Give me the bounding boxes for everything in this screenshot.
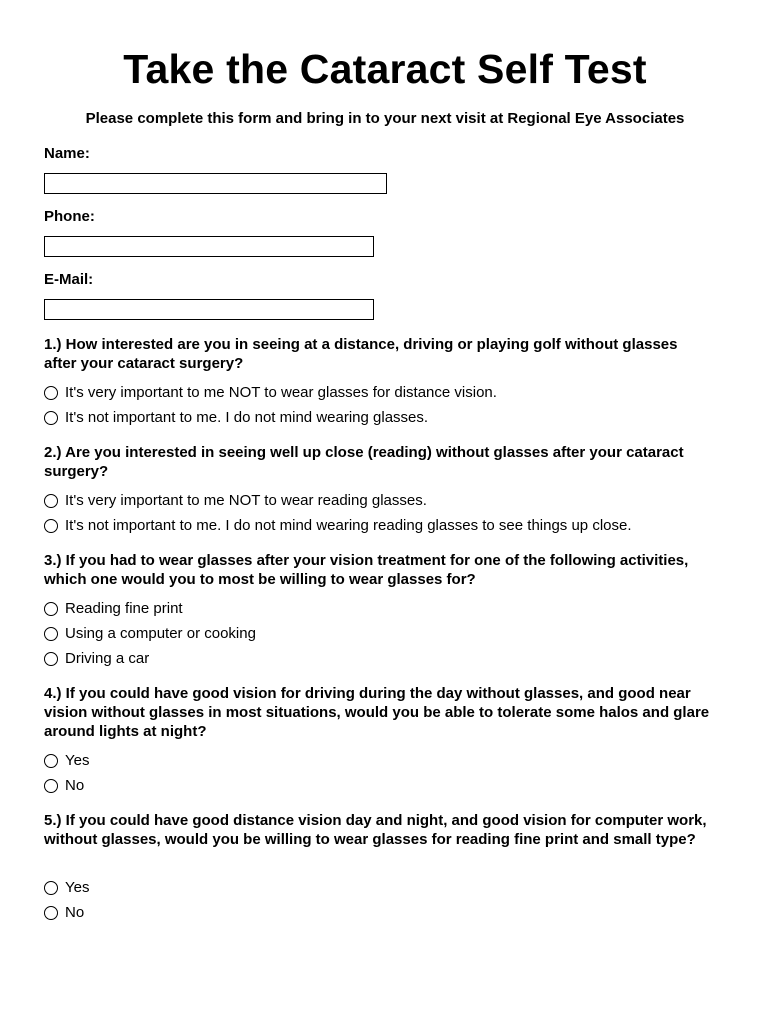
radio-button[interactable]: [44, 411, 58, 425]
q4-option-no[interactable]: [44, 776, 84, 795]
q1-option-1[interactable]: [44, 383, 497, 402]
option-label: It's not important to me. I do not mind wearing glasses.: [65, 409, 429, 426]
radio-button[interactable]: [44, 754, 58, 768]
q3-option-2[interactable]: [44, 624, 256, 643]
option-label: Using a computer or cooking: [65, 625, 256, 642]
q3-option-3[interactable]: [44, 649, 149, 668]
option-label: It's not important to me. I do not mind wearing reading glasses to see things up close.: [65, 517, 632, 534]
q5-option-no[interactable]: [44, 903, 84, 922]
radio-button[interactable]: [44, 519, 58, 533]
radio-button[interactable]: [44, 627, 58, 641]
page-subtitle: Please complete this form and bring in to your next visit at Regional Eye Associates: [85, 110, 685, 127]
radio-button[interactable]: [44, 779, 58, 793]
q1-option-2[interactable]: [44, 408, 428, 427]
option-label: Reading fine print: [65, 600, 183, 617]
question-5: 5.) If you could have good distance vision day and night, and good vision for computer work, without glasses, would you be willing to wear glasses for reading fine print and small type?: [44, 812, 707, 848]
option-label: No: [65, 777, 85, 794]
question-2: 2.) Are you interested in seeing well up close (reading) without glasses after your cataract surgery?: [44, 444, 684, 480]
question-4: 4.) If you could have good vision for driving during the day without glasses, and good near vision without glasses in most situations, would you be able to tolerate some halos and glare around lights at night?: [44, 685, 710, 740]
radio-button[interactable]: [44, 881, 58, 895]
phone-input[interactable]: [44, 236, 374, 257]
question-1: 1.) How interested are you in seeing at a distance, driving or playing golf without glasses after your cataract surgery?: [44, 336, 678, 372]
page-title: Take the Cataract Self Test: [123, 46, 647, 92]
option-label: Yes: [65, 879, 90, 896]
q2-option-2[interactable]: [44, 516, 632, 535]
email-input[interactable]: [44, 299, 374, 320]
option-label: Driving a car: [65, 650, 150, 667]
option-label: Yes: [65, 752, 90, 769]
radio-button[interactable]: [44, 652, 58, 666]
option-label: It's very important to me NOT to wear glasses for distance vision.: [65, 384, 497, 401]
q5-option-yes[interactable]: [44, 878, 89, 897]
radio-button[interactable]: [44, 906, 58, 920]
option-label: It's very important to me NOT to wear reading glasses.: [65, 492, 427, 509]
q3-option-1[interactable]: [44, 599, 183, 618]
name-label: Name:: [44, 145, 90, 162]
q4-option-yes[interactable]: [44, 751, 89, 770]
q2-option-1[interactable]: [44, 491, 427, 510]
radio-button[interactable]: [44, 602, 58, 616]
radio-button[interactable]: [44, 494, 58, 508]
option-label: No: [65, 904, 85, 921]
email-label: E-Mail:: [44, 271, 94, 288]
phone-label: Phone:: [44, 208, 95, 225]
radio-button[interactable]: [44, 386, 58, 400]
question-3: 3.) If you had to wear glasses after your vision treatment for one of the following activities, which one would you to most be willing to wear glasses for?: [44, 552, 689, 588]
name-input[interactable]: [44, 173, 387, 194]
